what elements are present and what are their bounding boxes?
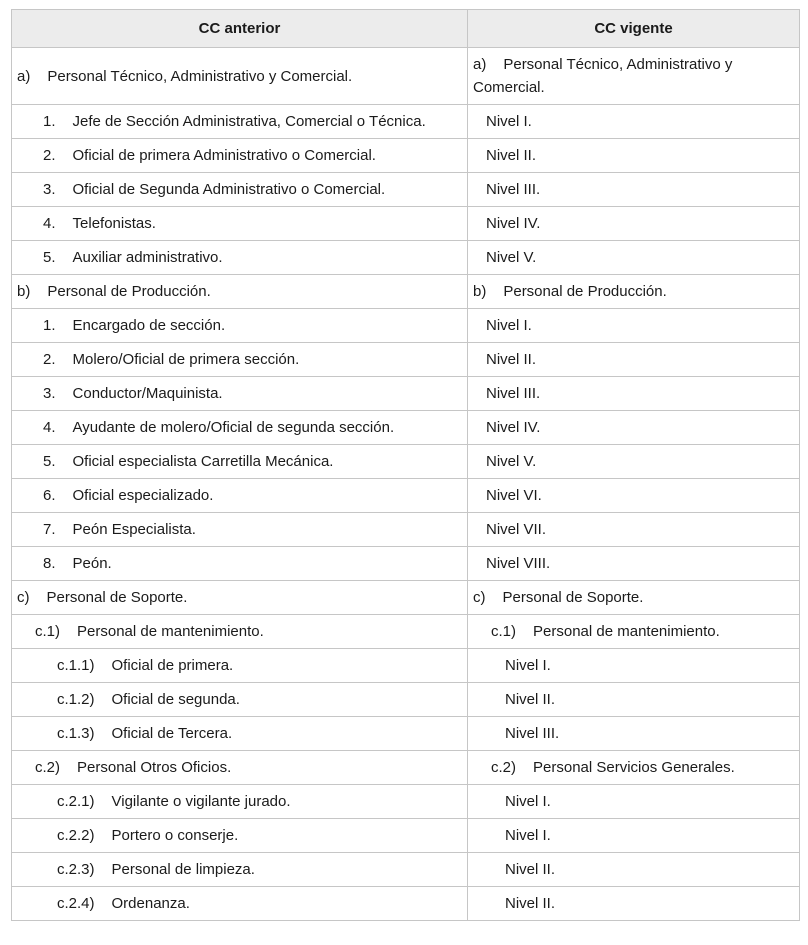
cc-vigente-cell bbox=[468, 309, 800, 343]
item-text: Nivel II. bbox=[486, 147, 537, 164]
cc-anterior-cell bbox=[12, 853, 468, 887]
table-row bbox=[12, 309, 800, 343]
cell-text bbox=[473, 53, 794, 99]
cc-anterior-cell bbox=[12, 819, 468, 853]
cc-vigente-cell bbox=[468, 649, 800, 683]
cc-vigente-cell bbox=[468, 479, 800, 513]
cc-anterior-cell bbox=[12, 139, 468, 173]
item-text: Nivel VII. bbox=[486, 521, 547, 538]
item-text: Nivel II. bbox=[505, 861, 556, 878]
header-cc-anterior: CC anterior bbox=[12, 10, 468, 48]
item-text: Molero/Oficial de primera sección. bbox=[72, 351, 300, 368]
item-text: Auxiliar administrativo. bbox=[72, 249, 223, 266]
cc-anterior-cell bbox=[12, 479, 468, 513]
item-marker: 4. bbox=[43, 215, 56, 232]
cc-vigente-cell bbox=[468, 887, 800, 921]
item-text: Ayudante de molero/Oficial de segunda sección. bbox=[72, 419, 395, 436]
cell-text bbox=[17, 484, 462, 507]
item-text: Encargado de sección. bbox=[72, 317, 226, 334]
item-text: Nivel III. bbox=[486, 181, 541, 198]
cell-text bbox=[17, 144, 462, 167]
cell-text bbox=[473, 756, 794, 779]
table-body bbox=[12, 48, 800, 921]
item-marker: 3. bbox=[43, 385, 56, 402]
item-text: Personal de mantenimiento. bbox=[77, 623, 264, 640]
item-marker: 1. bbox=[43, 113, 56, 130]
item-text: Jefe de Sección Administrativa, Comercial o Técnica. bbox=[72, 113, 426, 130]
cc-anterior-cell bbox=[12, 887, 468, 921]
cell-text bbox=[17, 722, 462, 745]
cell-text bbox=[17, 212, 462, 235]
cell-text bbox=[473, 824, 794, 847]
cell-text bbox=[473, 892, 794, 915]
item-marker: c.1) bbox=[491, 623, 517, 640]
table-row bbox=[12, 139, 800, 173]
cell-text bbox=[17, 65, 462, 88]
cc-vigente-cell bbox=[468, 139, 800, 173]
cell-text bbox=[473, 620, 794, 643]
cell-text bbox=[473, 450, 794, 473]
table-row bbox=[12, 547, 800, 581]
cell-text bbox=[473, 790, 794, 813]
item-text: Nivel III. bbox=[486, 385, 541, 402]
table-row bbox=[12, 853, 800, 887]
item-marker: 1. bbox=[43, 317, 56, 334]
cc-anterior-cell bbox=[12, 48, 468, 105]
cell-text bbox=[17, 382, 462, 405]
cc-anterior-cell bbox=[12, 105, 468, 139]
cell-text bbox=[473, 858, 794, 881]
cc-anterior-cell bbox=[12, 309, 468, 343]
item-text: Conductor/Maquinista. bbox=[72, 385, 223, 402]
cc-vigente-cell bbox=[468, 751, 800, 785]
cell-text bbox=[17, 586, 462, 609]
cc-vigente-cell bbox=[468, 275, 800, 309]
cc-anterior-cell bbox=[12, 751, 468, 785]
table-row bbox=[12, 343, 800, 377]
cell-text bbox=[473, 178, 794, 201]
item-text: Personal Servicios Generales. bbox=[533, 759, 735, 776]
item-text: Nivel II. bbox=[505, 691, 556, 708]
table-row bbox=[12, 513, 800, 547]
item-text: Peón. bbox=[72, 555, 112, 572]
item-text: Nivel I. bbox=[505, 827, 551, 844]
cell-text bbox=[473, 484, 794, 507]
item-marker: a) bbox=[473, 56, 487, 73]
item-marker: 2. bbox=[43, 351, 56, 368]
cell-text bbox=[17, 756, 462, 779]
table-row bbox=[12, 479, 800, 513]
item-text: Oficial de primera Administrativo o Comercial. bbox=[72, 147, 376, 164]
cc-vigente-cell bbox=[468, 819, 800, 853]
cc-anterior-cell bbox=[12, 241, 468, 275]
item-text: Nivel III. bbox=[505, 725, 560, 742]
item-text: Nivel I. bbox=[486, 317, 532, 334]
item-marker: 5. bbox=[43, 249, 56, 266]
item-marker: c.1.3) bbox=[57, 725, 95, 742]
table-row bbox=[12, 173, 800, 207]
item-text: Nivel VI. bbox=[486, 487, 542, 504]
cell-text bbox=[473, 518, 794, 541]
cc-vigente-cell bbox=[468, 48, 800, 105]
item-marker: 2. bbox=[43, 147, 56, 164]
cc-anterior-cell bbox=[12, 615, 468, 649]
item-marker: b) bbox=[17, 283, 31, 300]
item-marker: a) bbox=[17, 67, 31, 85]
cc-vigente-cell bbox=[468, 683, 800, 717]
cell-text bbox=[17, 246, 462, 269]
item-marker: 8. bbox=[43, 555, 56, 572]
cc-anterior-cell bbox=[12, 445, 468, 479]
item-marker: b) bbox=[473, 283, 487, 300]
item-marker: 3. bbox=[43, 181, 56, 198]
item-text: Oficial especializado. bbox=[72, 487, 214, 504]
table-row bbox=[12, 241, 800, 275]
cc-anterior-cell bbox=[12, 581, 468, 615]
cc-anterior-cell bbox=[12, 275, 468, 309]
cc-anterior-cell bbox=[12, 785, 468, 819]
item-text: Oficial de Segunda Administrativo o Comercial. bbox=[72, 181, 386, 198]
cell-text bbox=[473, 586, 794, 609]
item-text: Personal Técnico, Administrativo y Comercial. bbox=[473, 56, 733, 96]
table-row bbox=[12, 887, 800, 921]
item-marker: c.1.1) bbox=[57, 657, 95, 674]
cell-text bbox=[473, 144, 794, 167]
item-marker: 6. bbox=[43, 487, 56, 504]
cc-vigente-cell bbox=[468, 581, 800, 615]
cell-text bbox=[17, 688, 462, 711]
item-text: Nivel II. bbox=[486, 351, 537, 368]
item-marker: 7. bbox=[43, 521, 56, 538]
cell-text bbox=[17, 654, 462, 677]
table-row bbox=[12, 649, 800, 683]
item-text: Nivel IV. bbox=[486, 215, 541, 232]
cell-text bbox=[17, 824, 462, 847]
cc-vigente-cell bbox=[468, 513, 800, 547]
item-text: Oficial de primera. bbox=[111, 657, 234, 674]
item-text: Nivel VIII. bbox=[486, 555, 551, 572]
cc-vigente-cell bbox=[468, 445, 800, 479]
cell-text bbox=[473, 382, 794, 405]
cell-text bbox=[473, 552, 794, 575]
table-row bbox=[12, 581, 800, 615]
table-row bbox=[12, 105, 800, 139]
cell-text bbox=[17, 620, 462, 643]
table-row bbox=[12, 377, 800, 411]
cc-vigente-cell bbox=[468, 717, 800, 751]
cell-text bbox=[17, 416, 462, 439]
cell-text bbox=[473, 722, 794, 745]
item-text: Vigilante o vigilante jurado. bbox=[111, 793, 291, 810]
cell-text bbox=[473, 688, 794, 711]
item-text: Portero o conserje. bbox=[111, 827, 239, 844]
item-text: Telefonistas. bbox=[72, 215, 156, 232]
table-row bbox=[12, 615, 800, 649]
item-text: Personal de mantenimiento. bbox=[533, 623, 720, 640]
cc-anterior-cell bbox=[12, 411, 468, 445]
item-text: Personal Técnico, Administrativo y Comercial. bbox=[47, 67, 353, 85]
cell-text bbox=[473, 280, 794, 303]
cc-vigente-cell bbox=[468, 411, 800, 445]
item-text: Nivel I. bbox=[505, 657, 551, 674]
table-row bbox=[12, 751, 800, 785]
item-text: Personal de Producción. bbox=[503, 283, 667, 300]
item-text: Personal de Producción. bbox=[47, 283, 211, 300]
item-text: Nivel I. bbox=[486, 113, 532, 130]
table-row bbox=[12, 411, 800, 445]
item-marker: c) bbox=[17, 589, 30, 606]
cell-text bbox=[17, 110, 462, 133]
cell-text bbox=[17, 280, 462, 303]
table-row bbox=[12, 275, 800, 309]
cc-vigente-cell bbox=[468, 377, 800, 411]
cc-anterior-cell bbox=[12, 717, 468, 751]
cc-anterior-cell bbox=[12, 649, 468, 683]
cc-vigente-cell bbox=[468, 853, 800, 887]
item-marker: c.2.2) bbox=[57, 827, 95, 844]
item-text: Personal de Soporte. bbox=[46, 589, 188, 606]
cell-text bbox=[17, 450, 462, 473]
cc-vigente-cell bbox=[468, 547, 800, 581]
item-marker: c.1.2) bbox=[57, 691, 95, 708]
cc-vigente-cell bbox=[468, 173, 800, 207]
table-row bbox=[12, 48, 800, 105]
cell-text bbox=[17, 348, 462, 371]
cc-comparison-table bbox=[11, 9, 800, 921]
cc-anterior-cell bbox=[12, 513, 468, 547]
cell-text bbox=[473, 110, 794, 133]
cell-text bbox=[17, 178, 462, 201]
cell-text bbox=[473, 348, 794, 371]
item-text: Oficial especialista Carretilla Mecánica. bbox=[72, 453, 334, 470]
item-text: Oficial de Tercera. bbox=[111, 725, 233, 742]
item-marker: 5. bbox=[43, 453, 56, 470]
item-marker: c.2) bbox=[491, 759, 517, 776]
cell-text bbox=[17, 518, 462, 541]
cc-vigente-cell bbox=[468, 615, 800, 649]
item-text: Nivel IV. bbox=[486, 419, 541, 436]
item-text: Personal de limpieza. bbox=[111, 861, 255, 878]
header-row bbox=[12, 10, 800, 48]
table-header bbox=[12, 10, 800, 48]
cell-text bbox=[17, 790, 462, 813]
item-marker: c.2.1) bbox=[57, 793, 95, 810]
cell-text bbox=[473, 212, 794, 235]
cc-vigente-cell bbox=[468, 105, 800, 139]
item-text: Oficial de segunda. bbox=[111, 691, 240, 708]
item-marker: c.2.4) bbox=[57, 895, 95, 912]
cell-text bbox=[17, 314, 462, 337]
cell-text bbox=[17, 858, 462, 881]
item-marker: c.2.3) bbox=[57, 861, 95, 878]
item-text: Personal Otros Oficios. bbox=[77, 759, 232, 776]
item-marker: c.1) bbox=[35, 623, 61, 640]
cc-anterior-cell bbox=[12, 547, 468, 581]
item-text: Ordenanza. bbox=[111, 895, 190, 912]
cc-vigente-cell bbox=[468, 785, 800, 819]
item-marker: 4. bbox=[43, 419, 56, 436]
cc-vigente-cell bbox=[468, 207, 800, 241]
cc-anterior-cell bbox=[12, 683, 468, 717]
cc-anterior-cell bbox=[12, 343, 468, 377]
cc-anterior-cell bbox=[12, 377, 468, 411]
item-marker: c.2) bbox=[35, 759, 61, 776]
item-text: Peón Especialista. bbox=[72, 521, 196, 538]
table-row bbox=[12, 819, 800, 853]
item-text: Nivel I. bbox=[505, 793, 551, 810]
cell-text bbox=[473, 314, 794, 337]
cc-vigente-cell bbox=[468, 343, 800, 377]
item-text: Nivel V. bbox=[486, 249, 537, 266]
cell-text bbox=[473, 654, 794, 677]
item-text: Nivel II. bbox=[505, 895, 556, 912]
cc-anterior-cell bbox=[12, 207, 468, 241]
table-row bbox=[12, 785, 800, 819]
table-row bbox=[12, 683, 800, 717]
cell-text bbox=[17, 552, 462, 575]
item-marker: c) bbox=[473, 589, 486, 606]
table-row bbox=[12, 207, 800, 241]
header-cc-vigente: CC vigente bbox=[468, 10, 800, 48]
cell-text bbox=[473, 416, 794, 439]
item-text: Nivel V. bbox=[486, 453, 537, 470]
cc-vigente-cell bbox=[468, 241, 800, 275]
cc-anterior-cell bbox=[12, 173, 468, 207]
cell-text bbox=[473, 246, 794, 269]
table-row bbox=[12, 717, 800, 751]
item-text: Personal de Soporte. bbox=[502, 589, 644, 606]
cell-text bbox=[17, 892, 462, 915]
table-row bbox=[12, 445, 800, 479]
